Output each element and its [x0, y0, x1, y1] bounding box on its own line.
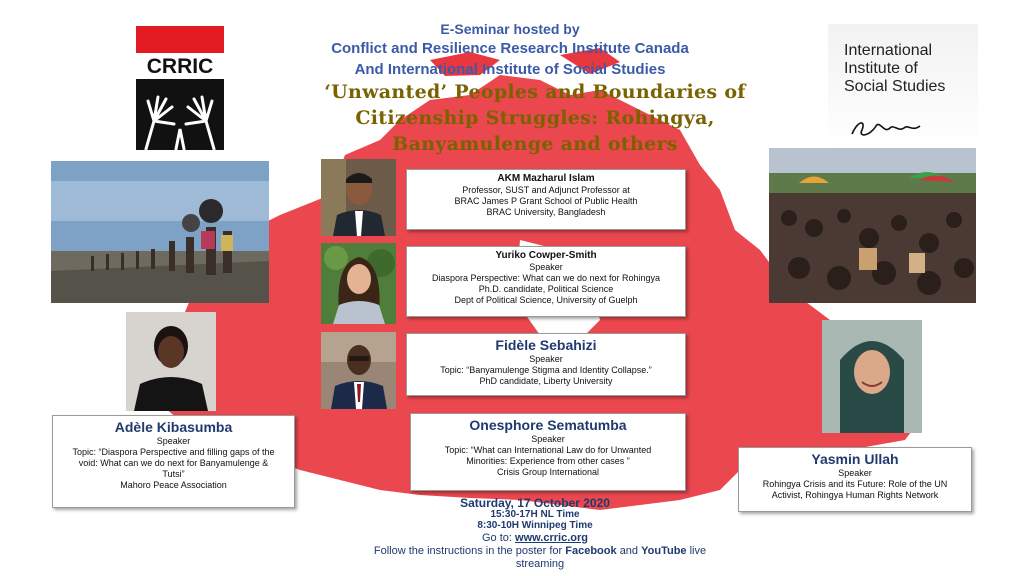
speaker-affiliation: Mahoro Peace Association [120, 480, 227, 490]
speaker-role: Speaker [838, 468, 872, 478]
speaker-detail: Minorities: Experience from other cases ” [466, 456, 630, 466]
speaker-card-onesphore-sematumba [410, 413, 686, 491]
speaker-detail: Activist, Rohingya Human Rights Network [771, 490, 939, 500]
speaker-name: Fidèle Sebahizi [495, 337, 597, 353]
title-line-3: Banyamulenge and others [392, 133, 678, 155]
speaker-detail: PhD candidate, Liberty University [479, 376, 613, 386]
speaker-name: Onesphore Sematumba [469, 417, 627, 433]
speaker-detail: Diaspora Perspective: What can we do next for Rohingya [431, 273, 661, 283]
speaker-card-yasmin-ullah [738, 447, 972, 512]
title-line-2: Citizenship Struggles: Rohingya, [355, 107, 715, 129]
website-link[interactable]: www.crric.org [515, 532, 588, 544]
crric-logo-text: CRRIC [146, 55, 214, 78]
title-line-1: ‘Unwanted’ Peoples and Boundaries of [324, 81, 746, 103]
event-date: Saturday, 17 October 2020 [460, 496, 610, 510]
speaker-role: Speaker [529, 262, 563, 272]
hosted-by-text: E-Seminar hosted by [440, 21, 580, 37]
speaker-role: Speaker [529, 354, 563, 364]
event-time-winnipeg: 8:30-10H Winnipeg Time [477, 520, 593, 531]
follow-text: Follow the instructions in the poster for [373, 545, 563, 557]
crowd-photo [769, 148, 976, 303]
speaker-name: AKM Mazharul Islam [497, 173, 595, 184]
hands-icon [136, 79, 224, 150]
logo-red-bar [136, 26, 224, 53]
speaker-detail: BRAC University, Bangladesh [486, 207, 606, 217]
speaker-role: Speaker [531, 434, 565, 444]
speaker-detail: Rohingya Crisis and its Future: Role of the UN [762, 479, 948, 489]
speaker-detail: Dept of Political Science, University of Guelph [454, 295, 638, 305]
speaker-photo-yasmin-ullah [822, 320, 922, 433]
iss-logo-text [844, 42, 945, 96]
event-title [300, 79, 770, 157]
speaker-detail: Topic: “Diaspora Perspective and filling gaps of the [72, 447, 275, 457]
speaker-photo-akm-islam [321, 159, 396, 236]
speaker-card-adele-kibasumba [52, 415, 295, 508]
speaker-photo-fidele-sebahizi [321, 332, 396, 409]
event-time-nl: 15:30-17H NL Time [490, 509, 580, 520]
speaker-role: Speaker [156, 436, 191, 446]
streaming-text: streaming [515, 558, 565, 570]
youtube-text: YouTube [641, 545, 687, 557]
iss-line-1: International [844, 42, 933, 59]
goto-label: Go to: [482, 532, 512, 544]
iss-logo [828, 24, 978, 152]
facebook-text: Facebook [565, 545, 617, 557]
host-line-2: And International Institute of Social Studies [354, 61, 666, 78]
crric-logo [136, 26, 224, 150]
speaker-name: Yasmin Ullah [811, 451, 899, 467]
host-line-1: Conflict and Resilience Research Institute Canada [331, 40, 689, 57]
speaker-card-fidele-sebahizi [406, 333, 686, 396]
speaker-detail: Ph.D. candidate, Political Science [478, 284, 614, 294]
speaker-detail: Topic: “Banyamulenge Stigma and Identity Collapse.” [440, 365, 652, 375]
speaker-photo-adele-kibasumba [126, 312, 216, 411]
speaker-photo-yuriko-cowper-smith [321, 243, 396, 324]
speaker-detail: Professor, SUST and Adjunct Professor at [462, 185, 630, 195]
refugees-walking-photo [51, 161, 269, 303]
speaker-detail: void: What can we do next for Banyamulenge & [78, 458, 269, 468]
iss-line-3: Social Studies [844, 78, 946, 95]
goto-line [330, 532, 740, 544]
speaker-detail: Topic: “What can International Law do for Unwanted [444, 445, 652, 455]
iss-line-2: Institute of [844, 60, 918, 77]
speaker-name: Yuriko Cowper-Smith [495, 250, 597, 261]
live-text: live [689, 545, 707, 557]
speaker-detail: Tutsi” [162, 469, 185, 479]
speaker-detail: Crisis Group International [496, 467, 600, 477]
speaker-detail: BRAC James P Grant School of Public Health [454, 196, 638, 206]
speaker-card-akm-islam [406, 169, 686, 230]
streaming-instructions [340, 545, 740, 571]
erasmus-signature-icon [848, 116, 928, 140]
and-text: and [619, 545, 639, 557]
speaker-card-yuriko-cowper-smith [406, 246, 686, 317]
speaker-name: Adèle Kibasumba [114, 419, 233, 435]
